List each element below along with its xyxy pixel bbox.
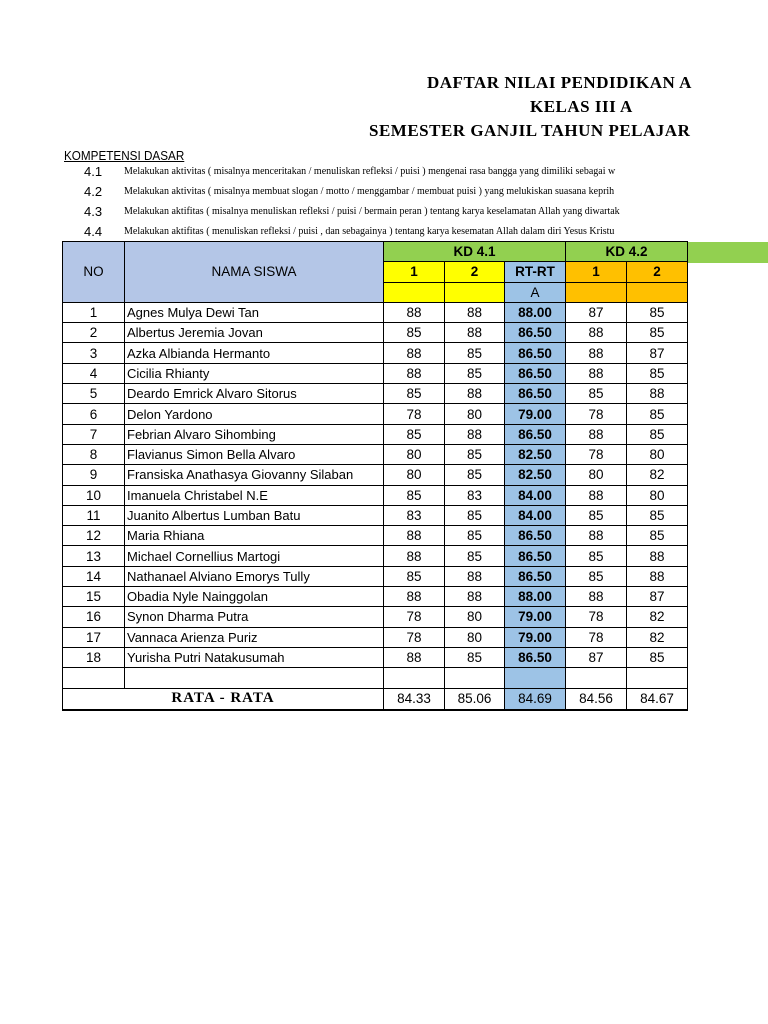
header-sub-1b: 1 <box>566 262 627 282</box>
row-rtrt: 88.00 <box>505 302 566 322</box>
row-kd42-1: 85 <box>566 546 627 566</box>
row-kd42-1: 88 <box>566 526 627 546</box>
header-no: NO <box>63 242 125 303</box>
row-name: Febrian Alvaro Sihombing <box>125 424 384 444</box>
row-rtrt: 88.00 <box>505 587 566 607</box>
table-row <box>63 343 688 363</box>
row-kd42-2: 85 <box>627 424 688 444</box>
header-blank <box>566 282 627 302</box>
row-kd41-2: 83 <box>445 485 505 505</box>
table-row <box>63 465 688 485</box>
table-row <box>63 627 688 647</box>
row-name: Cicilia Rhianty <box>125 363 384 383</box>
kd-description: Melakukan aktivitas ( misalnya menceritakan / menuliskan refleksi / puisi ) mengenai rasa bangga yang dimiliki sebagai w <box>124 166 616 177</box>
row-kd41-1: 88 <box>384 526 445 546</box>
row-no: 11 <box>63 505 125 525</box>
row-kd42-1: 85 <box>566 505 627 525</box>
row-kd42-2: 80 <box>627 444 688 464</box>
row-kd41-1: 88 <box>384 363 445 383</box>
row-kd41-2: 88 <box>445 323 505 343</box>
row-kd42-2: 88 <box>627 566 688 586</box>
row-kd41-1: 83 <box>384 505 445 525</box>
row-kd42-1: 78 <box>566 627 627 647</box>
row-kd42-1: 88 <box>566 587 627 607</box>
row-kd41-2: 85 <box>445 465 505 485</box>
row-kd41-2: 88 <box>445 384 505 404</box>
grades-table <box>62 241 688 711</box>
row-name: Azka Albianda Hermanto <box>125 343 384 363</box>
row-kd42-1: 88 <box>566 424 627 444</box>
title-line-3: SEMESTER GANJIL TAHUN PELAJAR <box>369 121 691 140</box>
row-kd41-1: 85 <box>384 323 445 343</box>
row-rtrt: 82.50 <box>505 444 566 464</box>
kd-item <box>0 202 686 222</box>
kd-number: 4.1 <box>84 164 103 179</box>
row-rtrt: 86.50 <box>505 323 566 343</box>
header-nama-siswa: NAMA SISWA <box>125 242 384 303</box>
row-kd41-1: 78 <box>384 607 445 627</box>
row-kd41-2: 80 <box>445 404 505 424</box>
row-name: Obadia Nyle Nainggolan <box>125 587 384 607</box>
header-sub-1: 1 <box>384 262 445 282</box>
row-no: 12 <box>63 526 125 546</box>
row-rtrt: 79.00 <box>505 607 566 627</box>
empty-cell <box>384 668 445 688</box>
header-blank <box>627 282 688 302</box>
row-kd41-2: 85 <box>445 505 505 525</box>
row-name: Flavianus Simon Bella Alvaro <box>125 444 384 464</box>
row-rtrt: 82.50 <box>505 465 566 485</box>
table-row <box>63 607 688 627</box>
row-rtrt: 86.50 <box>505 546 566 566</box>
kd-item <box>0 222 686 242</box>
row-kd42-2: 82 <box>627 627 688 647</box>
table-row <box>63 526 688 546</box>
row-kd42-2: 85 <box>627 302 688 322</box>
row-kd41-1: 80 <box>384 444 445 464</box>
row-kd41-1: 78 <box>384 627 445 647</box>
average-a2: 85.06 <box>445 688 505 710</box>
row-kd41-1: 88 <box>384 302 445 322</box>
row-kd42-2: 85 <box>627 505 688 525</box>
row-rtrt: 86.50 <box>505 343 566 363</box>
table-row <box>63 505 688 525</box>
row-kd41-1: 85 <box>384 424 445 444</box>
row-name: Michael Cornellius Martogi <box>125 546 384 566</box>
row-no: 13 <box>63 546 125 566</box>
row-no: 15 <box>63 587 125 607</box>
row-no: 5 <box>63 384 125 404</box>
average-b1: 84.56 <box>566 688 627 710</box>
row-rtrt: 86.50 <box>505 566 566 586</box>
row-no: 8 <box>63 444 125 464</box>
row-rtrt: 86.50 <box>505 424 566 444</box>
average-label: RATA - RATA <box>63 688 384 710</box>
row-kd41-2: 88 <box>445 566 505 586</box>
empty-cell <box>505 668 566 688</box>
table-row <box>63 546 688 566</box>
header-rtrt-a: A <box>505 282 566 302</box>
table-row <box>63 363 688 383</box>
empty-cell <box>627 668 688 688</box>
row-no: 4 <box>63 363 125 383</box>
row-kd41-1: 88 <box>384 546 445 566</box>
row-kd42-1: 85 <box>566 384 627 404</box>
row-kd42-2: 85 <box>627 647 688 667</box>
row-rtrt: 86.50 <box>505 363 566 383</box>
header-blank <box>445 282 505 302</box>
row-no: 9 <box>63 465 125 485</box>
title-line-1: DAFTAR NILAI PENDIDIKAN A <box>427 73 692 92</box>
table-row <box>63 384 688 404</box>
row-kd42-2: 88 <box>627 384 688 404</box>
row-kd41-2: 88 <box>445 587 505 607</box>
row-no: 10 <box>63 485 125 505</box>
row-no: 14 <box>63 566 125 586</box>
row-kd42-1: 87 <box>566 302 627 322</box>
row-kd41-2: 85 <box>445 546 505 566</box>
row-kd41-2: 85 <box>445 647 505 667</box>
row-kd41-2: 88 <box>445 424 505 444</box>
row-kd42-1: 87 <box>566 647 627 667</box>
row-no: 2 <box>63 323 125 343</box>
header-rtrt: RT-RT <box>505 262 566 282</box>
kompetensi-heading: KOMPETENSI DASAR <box>64 148 185 163</box>
header-kd-4-2: KD 4.2 <box>566 242 688 262</box>
row-kd42-2: 82 <box>627 465 688 485</box>
row-kd42-2: 85 <box>627 404 688 424</box>
row-name: Imanuela Christabel N.E <box>125 485 384 505</box>
row-name: Juanito Albertus Lumban Batu <box>125 505 384 525</box>
row-no: 3 <box>63 343 125 363</box>
table-row <box>63 444 688 464</box>
table-row <box>63 566 688 586</box>
kd-description: Melakukan aktifitas ( misalnya menuliskan refleksi / puisi / bermain peran ) tentang karya keselamatan Allah yang diwartak <box>124 206 620 217</box>
header-sub-2b: 2 <box>627 262 688 282</box>
row-kd41-2: 85 <box>445 444 505 464</box>
row-rtrt: 84.00 <box>505 505 566 525</box>
row-kd41-2: 85 <box>445 363 505 383</box>
row-kd41-2: 80 <box>445 627 505 647</box>
row-kd41-1: 88 <box>384 343 445 363</box>
row-kd41-1: 85 <box>384 566 445 586</box>
average-row <box>63 688 688 710</box>
row-name: Fransiska Anathasya Giovanny Silaban <box>125 465 384 485</box>
row-name: Nathanael Alviano Emorys Tully <box>125 566 384 586</box>
row-rtrt: 86.50 <box>505 526 566 546</box>
title-line-2: KELAS III A <box>530 97 633 116</box>
row-name: Vannaca Arienza Puriz <box>125 627 384 647</box>
header-sub-2: 2 <box>445 262 505 282</box>
row-kd42-1: 85 <box>566 566 627 586</box>
row-name: Delon Yardono <box>125 404 384 424</box>
row-kd42-2: 82 <box>627 607 688 627</box>
row-kd42-1: 88 <box>566 485 627 505</box>
table-row <box>63 323 688 343</box>
row-kd41-1: 88 <box>384 647 445 667</box>
row-rtrt: 84.00 <box>505 485 566 505</box>
row-rtrt: 79.00 <box>505 627 566 647</box>
kd-description: Melakukan aktivitas ( misalnya membuat slogan / motto / menggambar / membuat puisi ) yang melukiskan suasana keprih <box>124 186 615 197</box>
table-row <box>63 485 688 505</box>
row-name: Synon Dharma Putra <box>125 607 384 627</box>
row-kd42-2: 87 <box>627 343 688 363</box>
row-kd42-1: 80 <box>566 465 627 485</box>
row-kd41-1: 80 <box>384 465 445 485</box>
row-kd42-1: 78 <box>566 404 627 424</box>
row-kd42-2: 87 <box>627 587 688 607</box>
spacer-row <box>63 668 688 688</box>
kd-number: 4.3 <box>84 204 103 219</box>
row-kd42-2: 80 <box>627 485 688 505</box>
row-kd42-2: 85 <box>627 323 688 343</box>
row-rtrt: 79.00 <box>505 404 566 424</box>
row-kd42-1: 78 <box>566 607 627 627</box>
row-kd41-1: 88 <box>384 587 445 607</box>
table-row <box>63 424 688 444</box>
row-kd41-1: 85 <box>384 384 445 404</box>
row-kd42-2: 88 <box>627 546 688 566</box>
row-name: Albertus Jeremia Jovan <box>125 323 384 343</box>
row-no: 6 <box>63 404 125 424</box>
row-kd42-2: 85 <box>627 526 688 546</box>
row-kd41-2: 85 <box>445 526 505 546</box>
row-kd41-2: 88 <box>445 302 505 322</box>
table-row <box>63 302 688 322</box>
kd-number: 4.4 <box>84 224 103 239</box>
row-kd42-1: 88 <box>566 323 627 343</box>
kd-description: Melakukan aktifitas ( menuliskan refleksi / puisi , dan sebagainya ) tentang karya kesematan Allah dalam diri Yesus Kristu <box>124 226 615 237</box>
average-a1: 84.33 <box>384 688 445 710</box>
row-kd42-1: 88 <box>566 363 627 383</box>
table-row <box>63 404 688 424</box>
row-name: Yurisha Putri Natakusumah <box>125 647 384 667</box>
empty-cell <box>566 668 627 688</box>
row-kd41-2: 85 <box>445 343 505 363</box>
row-kd42-1: 88 <box>566 343 627 363</box>
row-name: Maria Rhiana <box>125 526 384 546</box>
average-rt: 84.69 <box>505 688 566 710</box>
kd-number: 4.2 <box>84 184 103 199</box>
empty-cell <box>445 668 505 688</box>
empty-cell <box>125 668 384 688</box>
table-row <box>63 587 688 607</box>
row-name: Agnes Mulya Dewi Tan <box>125 302 384 322</box>
row-no: 17 <box>63 627 125 647</box>
row-no: 18 <box>63 647 125 667</box>
row-kd41-1: 78 <box>384 404 445 424</box>
row-kd41-2: 80 <box>445 607 505 627</box>
empty-cell <box>63 668 125 688</box>
row-kd41-1: 85 <box>384 485 445 505</box>
average-b2: 84.67 <box>627 688 688 710</box>
kd-item <box>0 162 686 182</box>
row-kd42-2: 85 <box>627 363 688 383</box>
row-name: Deardo Emrick Alvaro Sitorus <box>125 384 384 404</box>
row-rtrt: 86.50 <box>505 384 566 404</box>
table-row <box>63 647 688 667</box>
row-no: 1 <box>63 302 125 322</box>
kd-header-fill <box>686 242 768 263</box>
row-no: 16 <box>63 607 125 627</box>
row-rtrt: 86.50 <box>505 647 566 667</box>
kd-item <box>0 182 686 202</box>
row-no: 7 <box>63 424 125 444</box>
header-kd-4-1: KD 4.1 <box>384 242 566 262</box>
row-kd42-1: 78 <box>566 444 627 464</box>
header-blank <box>384 282 445 302</box>
